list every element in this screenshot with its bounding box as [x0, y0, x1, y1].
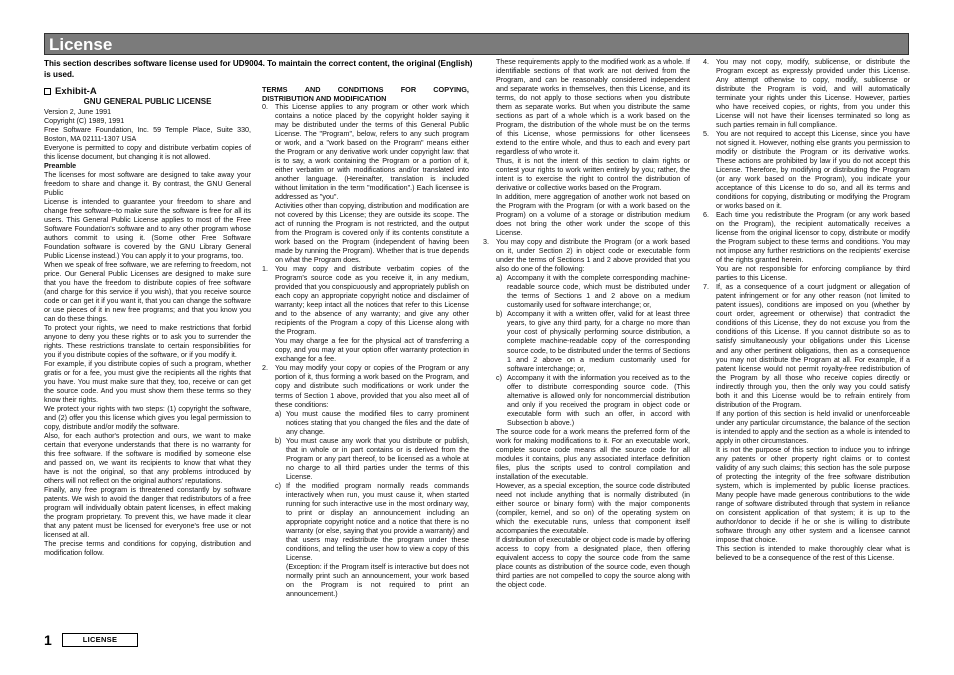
section-number: 1. — [262, 265, 268, 274]
preamble-paragraph: The licenses for most software are designed to take away your freedom to share and change it. By contrast, the GNU General Public — [44, 170, 251, 197]
section-number: 7. — [703, 283, 709, 292]
subsection-text: You must cause the modified files to carry prominent notices stating that you changed the files and the date of any change. — [286, 409, 469, 436]
exhibit-heading — [44, 86, 251, 97]
subsection-letter: c) — [496, 373, 502, 382]
version-text: Version 2, June 1991 — [44, 107, 112, 116]
terms-title — [262, 85, 469, 103]
subsection-2b — [262, 437, 469, 482]
column-2 — [262, 85, 469, 599]
subsection-2c — [262, 482, 469, 563]
preamble-paragraph: When we speak of free software, we are referring to freedom, not price. Our General Public Licenses are designed to make sure that you have the freedom to distribute copies of free software (and charge for this service if you wish), that you receive source code or can get it if you want it, that you can change the software or use pieces of it in new free programs; and that you know you can do these things. — [44, 260, 251, 323]
section-7 — [703, 283, 910, 409]
section-text: You may modify your copy or copies of the Program or any portion of it, thus forming a work based on the Program, and copy and distribute such modifications or work under the terms of Section 1 above, provided that you also meet all of these conditions: — [275, 364, 469, 409]
subsection-letter: a) — [496, 274, 503, 283]
subsection-letter: b) — [275, 436, 282, 445]
subsection-text: You must cause any work that you distribute or publish, that in whole or in part contains or is derived from the Program or any part thereof, to be licensed as a whole at no charge to all third parties under the terms of this License. — [286, 436, 469, 481]
section-text: You are not required to accept this License, since you have not signed it. However, nothing else grants you permission to modify or distribute the Program or its derivative works. These actions are prohibited by law if you do not accept this License. Therefore, by modifying or distributing the Program (or any work based on the Program), you indicate your acceptance of this License to do so, and all its terms and conditions for copying, distributing or modifying the Program or works based on it. — [716, 130, 910, 211]
section-text: You may copy and distribute verbatim copies of the Program's source code as you receive it, in any medium, provided that you conspicuously and appropriately publish on each copy an appropriate copyright notice and disclaimer of warranty; keep intact all the notices that refer to this License and to the absence of any warranty; and give any other recipients of the Program a copy of this License along with the Program. — [275, 265, 469, 337]
subsection-text: If the modified program normally reads commands interactively when run, you must cause it, when started running for such interactive use in the most ordinary way, to print or display an announcement including an appropriate copyright notice and a notice that there is no warranty (or else, saying that you provide a warranty) and that users may redistribute the program under these conditions, and telling the user how to view a copy of this License. — [286, 481, 469, 562]
preamble-paragraph: Also, for each author's protection and ours, we want to make certain that everyone understands that there is no warranty for this free software. If the software is modified by someone else and passed on, we want its recipients to know that what they have is not the original, so that any problems introduced by others will not reflect on the original authors' reputations. — [44, 432, 251, 486]
section-text: If, as a consequence of a court judgment or allegation of patent infringement or for any other reason (not limited to patent issues), conditions are imposed on you (whether by court order, agreement or otherwise) that contradict the conditions of this License, they do not excuse you from the conditions of this License. If you cannot distribute so as to satisfy simultaneously your obligations under this License and any other pertinent obligations, then as a consequence you may not distribute the Program at all. For example, if a patent license would not permit royalty-free redistribution of the Program by all those who receive copies directly or indirectly through you, then the only way you could satisfy both it and this License would be to refrain entirely from distribution of the Program. — [716, 283, 910, 409]
checkbox-icon — [44, 88, 51, 95]
subsection-text: Accompany it with the complete corresponding machine-readable source code, which must be distributed under the terms of Sections 1 and 2 above on a medium customarily used for software interchange; or, — [507, 274, 690, 310]
gpl-title: GNU GENERAL PUBLIC LICENSE — [83, 97, 212, 106]
subsection-3c — [483, 374, 690, 428]
terms-title-word: COPYING, — [433, 85, 469, 94]
header-bar — [44, 33, 909, 55]
section-text: Activities other than copying, distribution and modification are not covered by this License; they are outside its scope. The act of running the Program is not restricted, and the output from the Program is covered only if its contents constitute a work based on the Program (independent of having been made by running the Program). Whether that is true depends on what the Program does. — [275, 202, 469, 265]
section-number: 5. — [703, 130, 709, 139]
section-5 — [703, 130, 910, 211]
section-2 — [262, 364, 469, 409]
terms-title-line2: DISTRIBUTION AND MODIFICATION — [262, 94, 387, 103]
section-text: If distribution of executable or object code is made by offering access to copy from a designated place, then offering equivalent access to copy the source code from the same place counts as distribution of the source code, even though third parties are not compelled to copy the source along with the object code. — [496, 535, 690, 589]
permission-text: Everyone is permitted to copy and distribute verbatim copies of this license document, but changing it is not allowed. — [44, 143, 251, 161]
section-text: In addition, mere aggregation of another work not based on the Program with the Program (or with a work based on the Program) on a volume of a storage or distribution medium does not bring the other work under the scope of this License. — [496, 193, 690, 238]
column-4 — [703, 58, 910, 563]
intro-text: This section describes software license used for UD9004. To maintain the correct content, the original (English) is used. — [44, 59, 473, 79]
section-number: 6. — [703, 211, 709, 220]
fsf-address: Free Software Foundation, Inc. 59 Temple Place, Suite 330, Boston, MA 02111-1307 USA — [44, 125, 251, 143]
section-text: If any portion of this section is held invalid or unenforceable under any particular circumstance, the balance of the section is intended to apply and the section as a whole is intended to apply in other circumstances. — [716, 409, 910, 445]
subsection-2a — [262, 410, 469, 437]
column-3 — [483, 58, 690, 590]
section-number: 0. — [262, 103, 268, 111]
copyright-text: Copyright (C) 1989, 1991 — [44, 116, 125, 125]
page-title: License — [49, 35, 113, 54]
section-text: However, as a special exception, the source code distributed need not include anything that is normally distributed (in either source or binary form) with the major components (compiler, kernel, and so on) of the operating system on which the executable runs, unless that component itself accompanies the executable. — [496, 481, 690, 535]
terms-title-word: CONDITIONS — [337, 85, 384, 94]
preamble-paragraph: The precise terms and conditions for copying, distribution and modification follow. — [44, 540, 251, 558]
exhibit-label: Exhibit-A — [55, 86, 97, 97]
section-text: You are not responsible for enforcing compliance by third parties to this License. — [716, 265, 910, 283]
section-text: These requirements apply to the modified work as a whole. If identifiable sections of that work are not derived from the Program, and can be reasonably considered independent and separate works in themselves, then this License, and its terms, do not apply to those sections when you distribute them as separate works. But when you distribute the same sections as part of a whole which is a work based on the Program, the distribution of the whole must be on the terms of this License, whose permissions for other licensees extend to the entire whole, and thus to each and every part regardless of who wrote it. — [496, 58, 690, 157]
subsection-3b — [483, 310, 690, 373]
section-number: 3. — [483, 238, 489, 247]
section-text: You may copy and distribute the Program (or a work based on it, under Section 2) in object code or executable form under the terms of Sections 1 and 2 above provided that you also do one of the following: — [496, 238, 690, 274]
section-6 — [703, 211, 910, 265]
subsection-letter: c) — [275, 481, 281, 490]
section-number: 2. — [262, 364, 268, 373]
subsection-text: (Exception: if the Program itself is interactive but does not normally print such an announcement, your work based on the Program is not required to print an announcement.) — [286, 562, 469, 598]
section-4 — [703, 58, 910, 130]
preamble-paragraph: Finally, any free program is threatened constantly by software patents. We wish to avoid the danger that redistributors of a free program will individually obtain patent licenses, in effect making the program proprietary. To prevent this, we have made it clear that any patent must be licensed for everyone's free use or not licensed at all. — [44, 486, 251, 540]
section-text: This License applies to any program or other work which contains a notice placed by the copyright holder saying it may be distributed under the terms of this General Public License. The "Program", below, refers to any such program or work, and a "work based on the Program" means either the Program or any derivative work under copyright law: that is to say, a work containing the Program or a portion of it, either verbatim or with modifications and/or translated into another language. (Hereinafter, translation is included without limitation in the term "modification".) Each licensee is addressed as "you". — [275, 103, 469, 202]
section-1 — [262, 265, 469, 337]
section-text: You may not copy, modify, sublicense, or distribute the Program except as expressly provided under this License. Any attempt otherwise to copy, modify, sublicense or distribute the Program is void, and will automatically terminate your rights under this License. However, parties who have received copies, or rights, from you under this License will not have their licenses terminated so long as such parties remain in full compliance. — [716, 58, 910, 130]
column-1 — [44, 86, 251, 558]
subsection-letter: a) — [275, 409, 282, 418]
subsection-3a — [483, 274, 690, 310]
section-text: You may charge a fee for the physical act of transferring a copy, and you may at your option offer warranty protection in exchange for a fee. — [275, 337, 469, 364]
section-text: Thus, it is not the intent of this section to claim rights or contest your rights to work written entirely by you; rather, the intent is to exercise the right to control the distribution of derivative or collective works based on the Program. — [496, 157, 690, 193]
section-text: This section is intended to make thoroughly clear what is believed to be a consequence of the rest of this License. — [716, 544, 910, 562]
section-text: The source code for a work means the preferred form of the work for making modifications to it. For an executable work, complete source code means all the source code for all modules it contains, plus any associated interface definition files, plus the scripts used to control compilation and installation of the executable. — [496, 427, 690, 481]
section-0 — [262, 103, 469, 202]
section-number: 4. — [703, 58, 709, 66]
preamble-paragraph: For example, if you distribute copies of such a program, whether gratis or for a fee, you must give the recipients all the rights that you have. You must make sure that they, too, receive or can get the source code. And you must show them these terms so they know their rights. — [44, 359, 251, 404]
terms-title-word: AND — [304, 85, 321, 94]
terms-title-word: TERMS — [262, 85, 288, 94]
preamble-paragraph: To protect your rights, we need to make restrictions that forbid anyone to deny you these rights or to ask you to surrender the rights. These restrictions translate to certain responsibilities for you if you distribute copies of the software, or if you modify it. — [44, 323, 251, 359]
section-text: It is not the purpose of this section to induce you to infringe any patents or other property right claims or to contest validity of any such claims; this section has the sole purpose of protecting the integrity of the free software distribution system, which is implemented by public license practices. Many people have made generous contributions to the wide range of software distributed through that system in reliance on consistent application of that system; it is up to the author/donor to decide if he or she is willing to distribute software through any other system and a licensee cannot impose that choice. — [716, 445, 910, 544]
preamble-title: Preamble — [44, 161, 77, 170]
subsection-letter: b) — [496, 310, 503, 319]
preamble-paragraph: License is intended to guarantee your freedom to share and change free software--to make sure the software is free for all its users. This General Public License applies to most of the Free Software Foundation's software and to any other program whose authors commit to using it. (Some other Free Software Foundation software is covered by the GNU Library General Public License instead.) You can apply it to your programs, too. — [44, 197, 251, 260]
preamble-paragraph: We protect your rights with two steps: (1) copyright the software, and (2) offer you this license which gives you legal permission to copy, distribute and/or modify the software. — [44, 405, 251, 432]
subsection-text: Accompany it with the information you received as to the offer to distribute corresponding source code. (This alternative is allowed only for noncommercial distribution and only if you received the program in object code or executable form with such an offer, in accord with Subsection b above.) — [507, 373, 690, 427]
section-3 — [483, 238, 690, 274]
subsection-text: Accompany it with a written offer, valid for at least three years, to give any third party, for a charge no more than your cost of physically performing source distribution, a complete machine-readable copy of the corresponding source code, to be distributed under the terms of Sections 1 and 2 above on a medium customarily used for software interchange; or, — [507, 310, 690, 373]
page-number: 1 — [44, 632, 52, 648]
section-text: Each time you redistribute the Program (or any work based on the Program), the recipient automatically receives a license from the original licensor to copy, distribute or modify the Program subject to these terms and conditions. You may not impose any further restrictions on the recipients' exercise of the rights granted herein. — [716, 211, 910, 265]
section-tab: LICENSE — [62, 633, 138, 647]
terms-title-word: FOR — [400, 85, 417, 94]
